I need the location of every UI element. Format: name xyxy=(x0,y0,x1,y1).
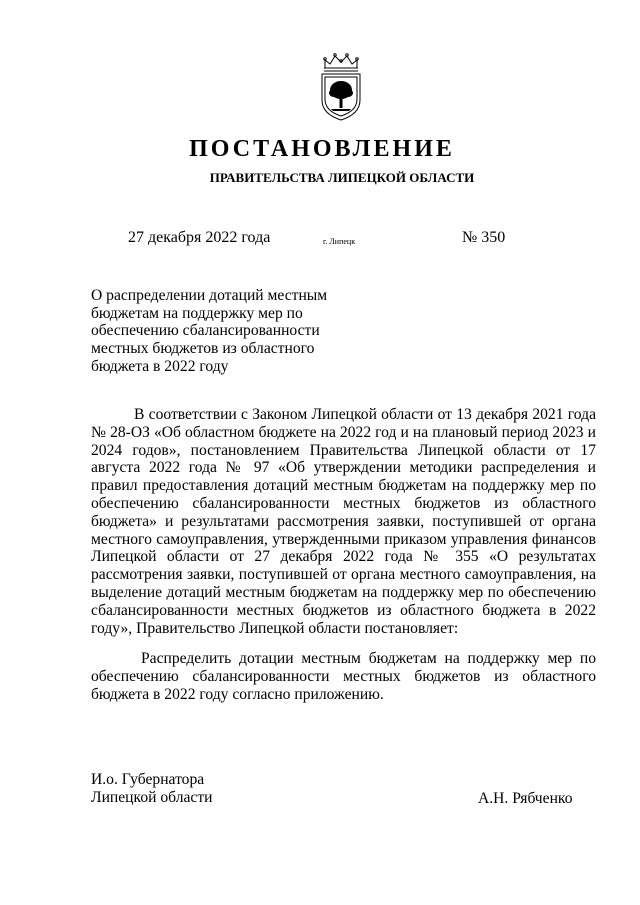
signatory-position-line-1: И.о. Губернатора xyxy=(91,771,205,788)
coat-of-arms-icon xyxy=(315,52,367,122)
document-subtitle: ПРАВИТЕЛЬСТВА ЛИПЕЦКОЙ ОБЛАСТИ xyxy=(209,170,475,185)
body-paragraph-1: В соответствии с Законом Липецкой области от 13 декабря 2021 года № 28-ОЗ «Об областном бюджете на 2022 год и на плановый период 2023 и 2024 годов», постановлением Правительства Липецкой области от 17 августа 2022 года № 97 «Об утверждении методики распределения и правил предоставления дотаций местным бюджетам на поддержку мер по обеспечению сбалансированности местных бюджетов из областного бюджета» и результатами рассмотрения заявки, поступившей от органа местного самоуправления, утвержденными приказом управления финансов Липецкой области от 27 декабря 2022 года № 355 «О результатах рассмотрения заявки, поступившей от органа местного самоуправления, на выделение дотаций местным бюджетам на поддержку мер по обеспечению сбалансированности местных бюджетов из областного бюджета в 2022 году», Правительство Липецкой области постановляет: xyxy=(91,406,596,637)
document-date: 27 декабря 2022 года xyxy=(128,229,271,246)
document-city: г. Липецк xyxy=(323,237,356,246)
document-number: № 350 xyxy=(462,229,506,246)
document-subject: О распределении дотаций местным бюджетам на поддержку мер по обеспечению сбалансированности местных бюджетов из областного бюджета в 2022 году xyxy=(91,287,328,375)
document-title: ПОСТАНОВЛЕНИЕ xyxy=(189,136,455,162)
signatory-position-line-2: Липецкой области xyxy=(91,789,213,806)
body-paragraph-2: Распределить дотации местным бюджетам на поддержку мер по обеспечению сбалансированности местных бюджетов из областного бюджета в 2022 году согласно приложению. xyxy=(91,650,596,703)
signatory-position xyxy=(91,771,212,807)
signatory-name: А.Н. Рябченко xyxy=(478,790,573,807)
